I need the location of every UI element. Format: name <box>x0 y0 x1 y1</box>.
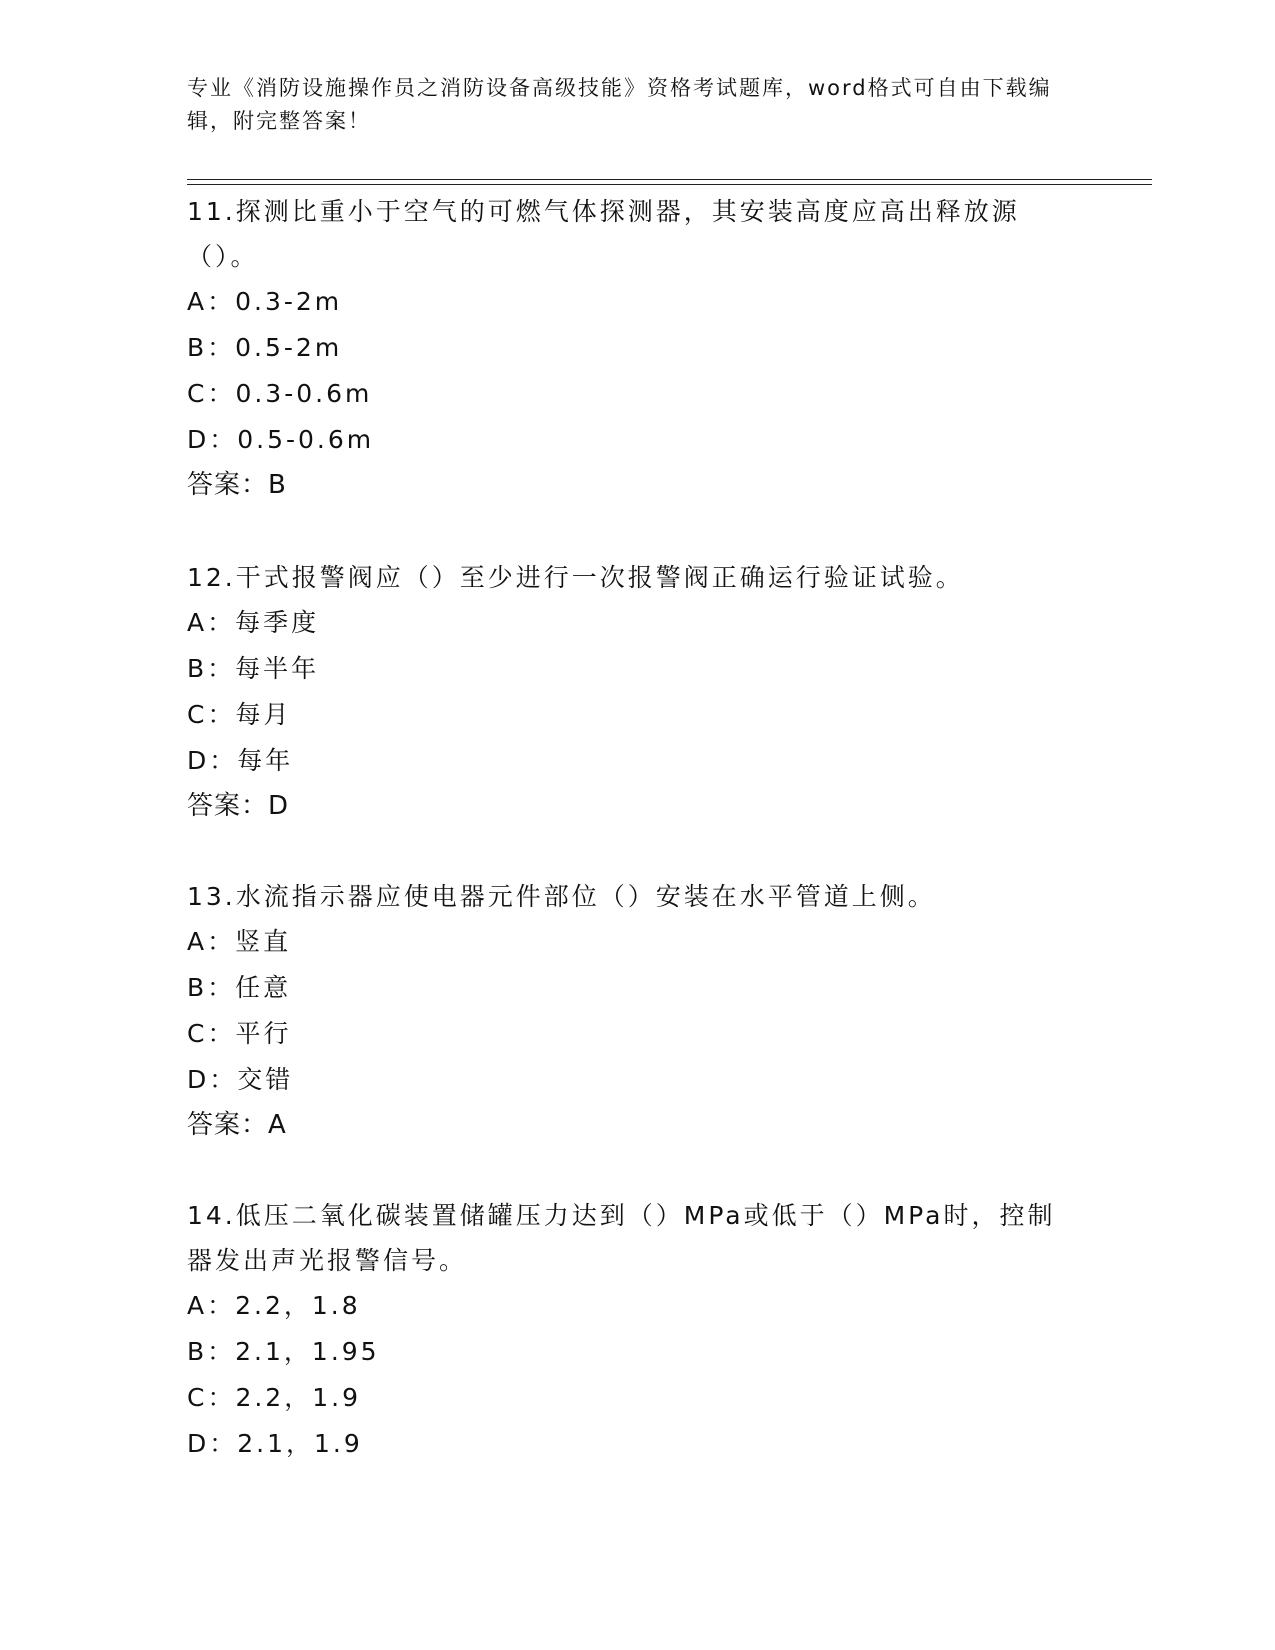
option-a: A：竖直 <box>187 927 292 956</box>
option-d: D：每年 <box>187 746 294 775</box>
option-c: C：每月 <box>187 700 292 729</box>
question-stem: 13.水流指示器应使电器元件部位（）安装在水平管道上侧。 <box>187 882 936 911</box>
option-b: B：2.1，1.95 <box>187 1337 380 1366</box>
header-divider-top <box>187 179 1152 180</box>
header-divider-bottom <box>187 184 1152 185</box>
question-14 <box>187 1193 1077 1467</box>
answer-line: 答案：D <box>187 791 290 821</box>
option-b: B：每半年 <box>187 654 320 683</box>
option-c: C：2.2，1.9 <box>187 1383 361 1412</box>
question-stem: 14.低压二氧化碳装置储罐压力达到（）MPa或低于（）MPa时，控制器发出声光报警信号。 <box>187 1201 1056 1275</box>
option-a: A：0.3-2m <box>187 287 343 316</box>
option-a: A：2.2，1.8 <box>187 1291 361 1320</box>
option-b: B：0.5-2m <box>187 333 343 362</box>
option-b: B：任意 <box>187 973 292 1002</box>
question-12 <box>187 555 1077 828</box>
option-d: D：0.5-0.6m <box>187 425 375 454</box>
option-d: D：交错 <box>187 1065 294 1094</box>
answer-line: 答案：B <box>187 470 287 500</box>
answer-line: 答案：A <box>187 1110 287 1140</box>
question-13 <box>187 874 1077 1147</box>
option-d: D：2.1，1.9 <box>187 1429 363 1458</box>
option-c: C：0.3-0.6m <box>187 379 373 408</box>
question-stem: 11.探测比重小于空气的可燃气体探测器，其安装高度应高出释放源（）。 <box>187 197 1020 271</box>
question-11 <box>187 189 1077 507</box>
option-c: C：平行 <box>187 1019 292 1048</box>
document-intro: 专业《消防设施操作员之消防设备高级技能》资格考试题库，word格式可自由下载编辑，附完整答案！ <box>187 76 1052 133</box>
question-stem: 12.干式报警阀应（）至少进行一次报警阀正确运行验证试验。 <box>187 563 964 592</box>
option-a: A：每季度 <box>187 608 320 637</box>
